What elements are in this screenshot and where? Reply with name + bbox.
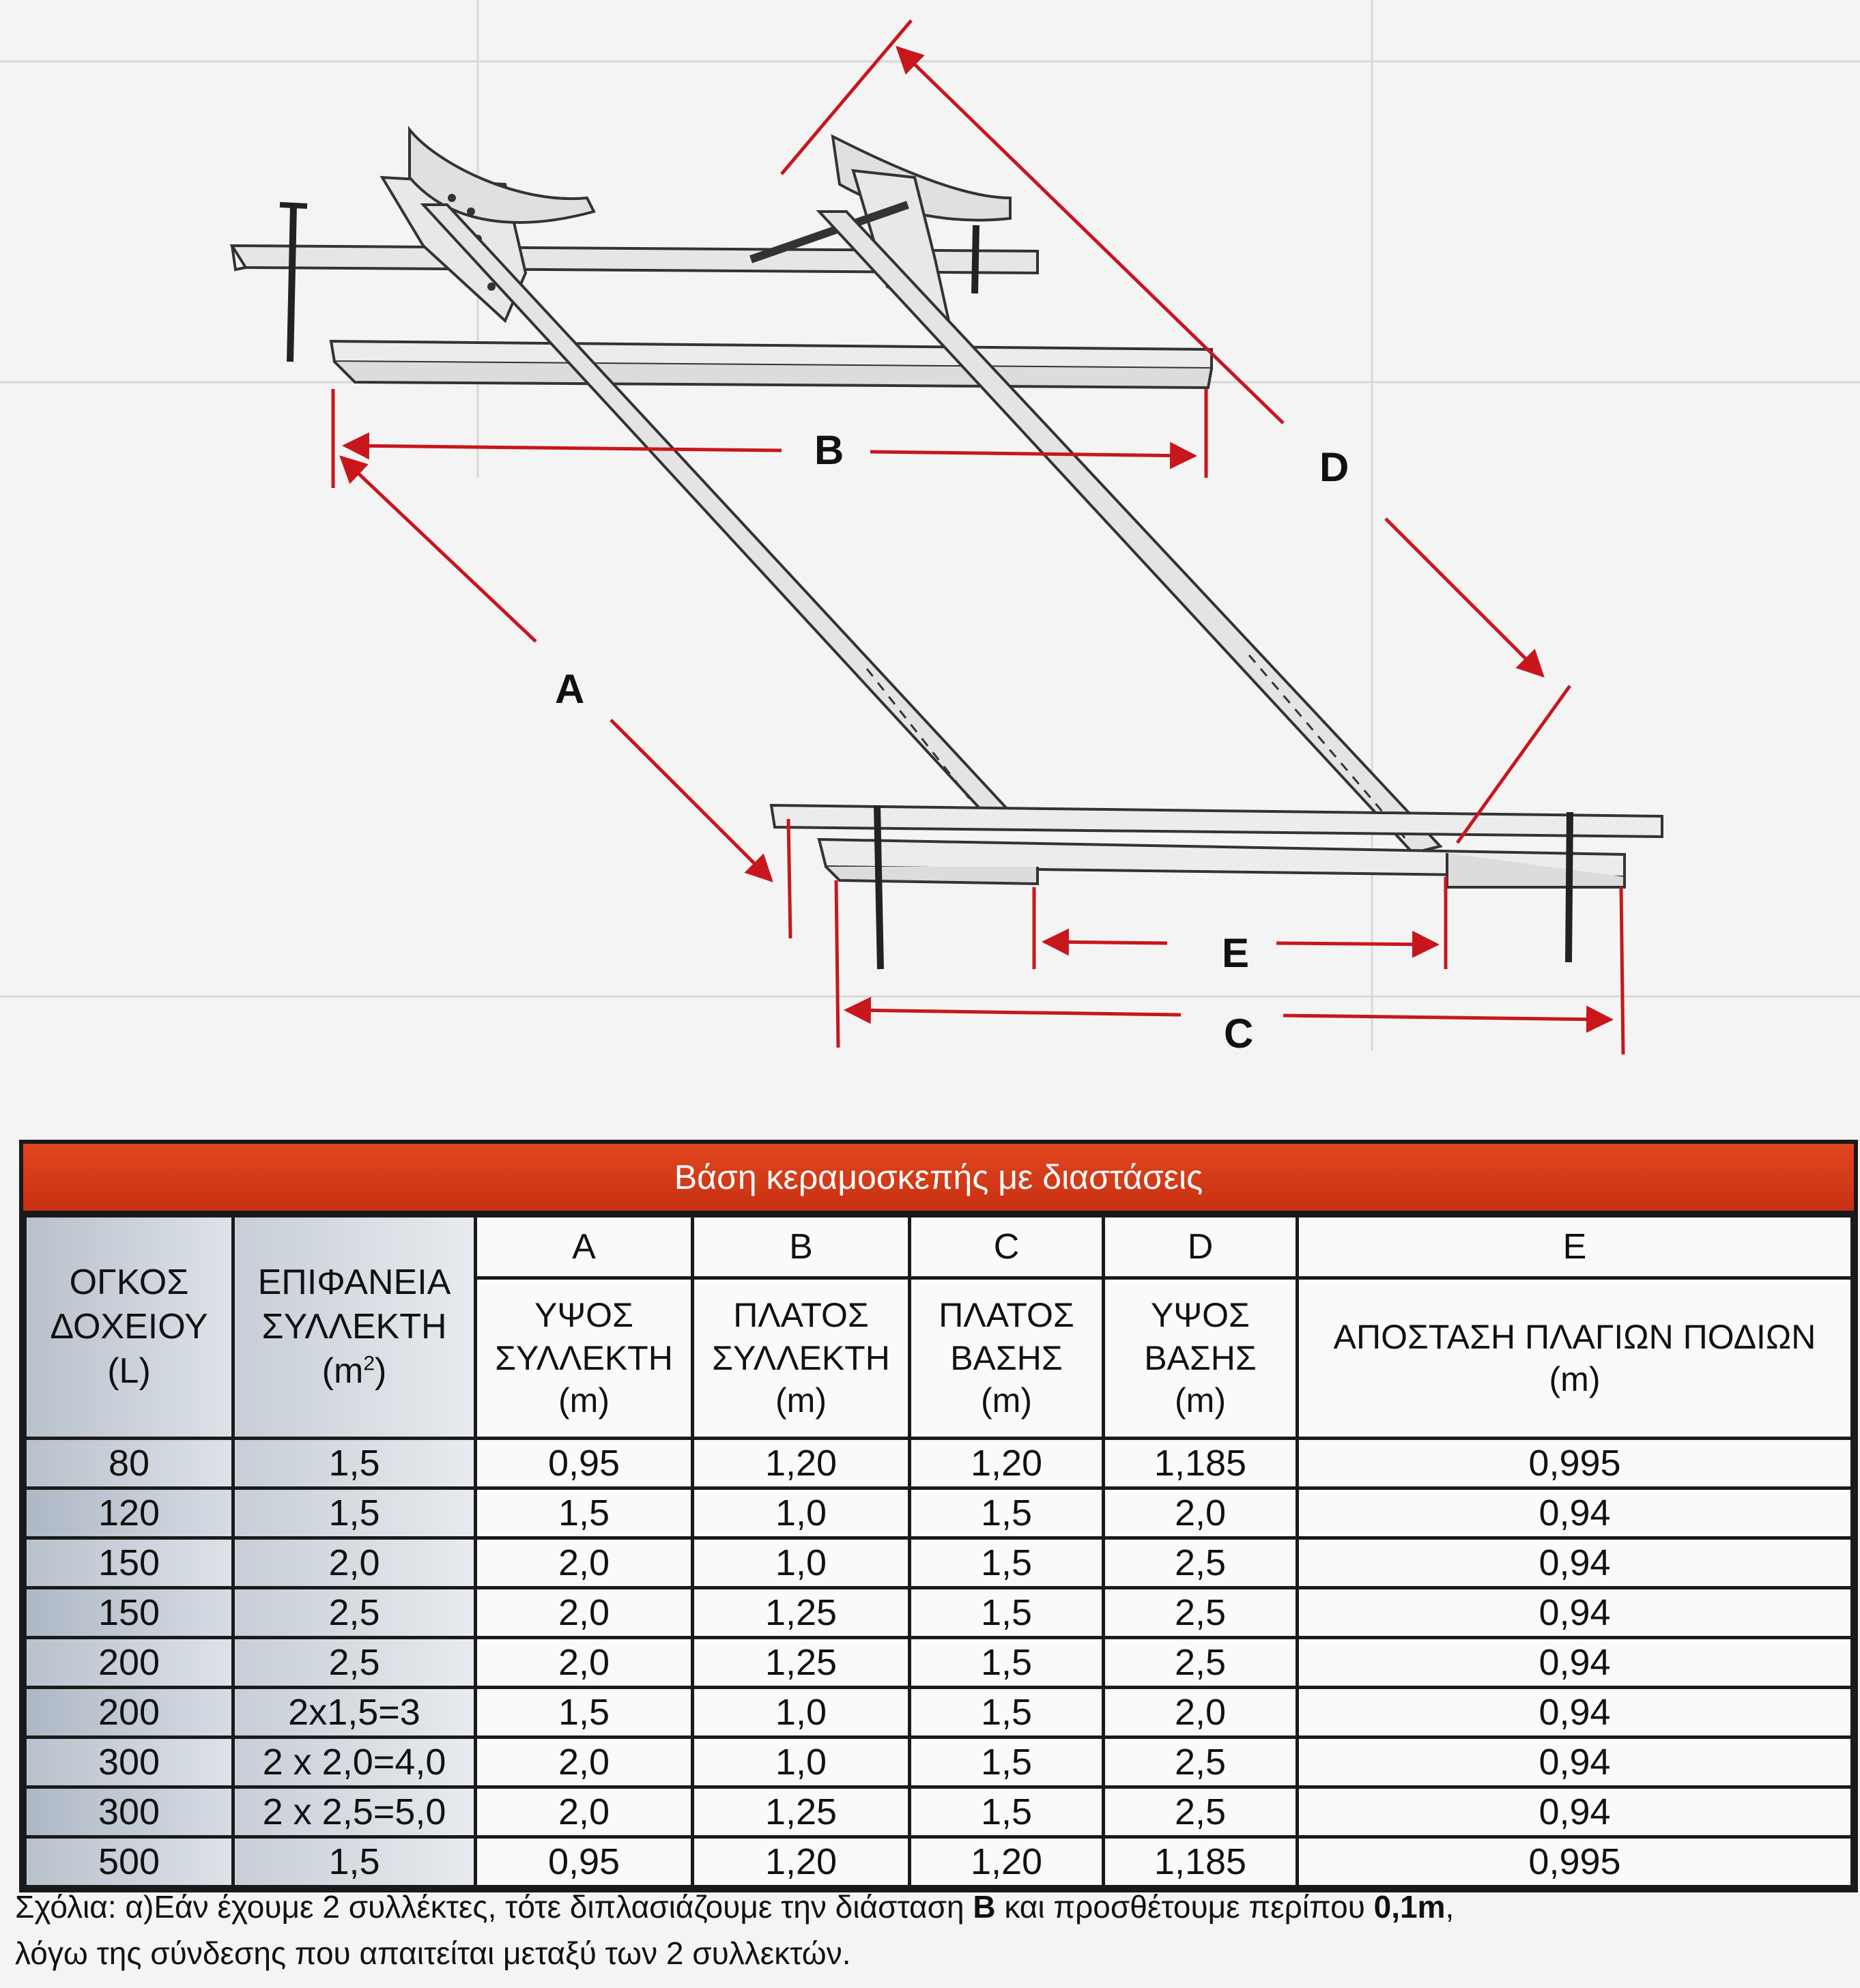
notes <box>15 1884 1844 1976</box>
table-cell: 2,5 <box>1104 1787 1298 1837</box>
column-letters-row <box>25 1216 1852 1278</box>
table-cell: 2,0 <box>1104 1688 1298 1738</box>
table-cell: 1,185 <box>1104 1837 1298 1887</box>
table-cell: 1,5 <box>476 1688 693 1738</box>
table-cell: 2,0 <box>476 1787 693 1837</box>
bottom-front-rail <box>819 839 1625 887</box>
dimension-label-d: D <box>1319 444 1349 490</box>
table-cell: 120 <box>25 1488 233 1538</box>
table-cell: 1,25 <box>693 1638 910 1688</box>
dimension-label-b: B <box>814 427 844 473</box>
header-letter-b: B <box>693 1216 910 1278</box>
table-cell: 1,20 <box>910 1837 1104 1887</box>
table-cell: 1,0 <box>693 1738 910 1787</box>
bottom-rear-rail <box>771 805 1662 837</box>
table-cell: 1,25 <box>693 1787 910 1837</box>
table-cell: 0,94 <box>1298 1787 1852 1837</box>
table-cell: 0,995 <box>1298 1439 1852 1488</box>
table-cell: 1,5 <box>233 1837 476 1887</box>
table-row <box>25 1688 1852 1738</box>
table-cell: 200 <box>25 1688 233 1738</box>
table-row <box>25 1488 1852 1538</box>
table-cell: 1,5 <box>910 1538 1104 1588</box>
table-row <box>25 1837 1852 1887</box>
header-letter-e: E <box>1298 1216 1852 1278</box>
table-cell: 80 <box>25 1439 233 1488</box>
table-cell: 2,5 <box>233 1588 476 1638</box>
table-row <box>25 1588 1852 1638</box>
table-cell: 300 <box>25 1787 233 1837</box>
table-cell: 1,20 <box>693 1439 910 1488</box>
table-cell: 1,20 <box>693 1837 910 1887</box>
header-volume: ΟΓΚΟΣ ΔΟΧΕΙΟΥ (L) <box>25 1216 233 1439</box>
table-cell: 2,5 <box>1104 1638 1298 1688</box>
table-cell: 500 <box>25 1837 233 1887</box>
dimensions-grid <box>23 1214 1854 1888</box>
table-cell: 1,20 <box>910 1439 1104 1488</box>
table-cell: 150 <box>25 1538 233 1588</box>
table-cell: 1,0 <box>693 1688 910 1738</box>
table-row <box>25 1787 1852 1837</box>
table-cell: 2,0 <box>1104 1488 1298 1538</box>
dimension-lines <box>333 20 1623 1054</box>
left-top-bracket <box>382 130 594 321</box>
note-line-2: λόγω της σύνδεσης που απαιτείται μεταξύ των 2 συλλεκτών. <box>15 1935 851 1971</box>
left-top-screw <box>280 205 307 362</box>
table-cell: 0,94 <box>1298 1688 1852 1738</box>
table-row <box>25 1738 1852 1787</box>
right-top-screw <box>975 225 976 293</box>
table-cell: 0,95 <box>476 1439 693 1488</box>
table-cell: 1,5 <box>476 1488 693 1538</box>
dimensions-table <box>19 1140 1858 1892</box>
table-title: Βάση κεραμοσκεπής με διαστάσεις <box>23 1144 1854 1214</box>
table-cell: 1,5 <box>910 1588 1104 1638</box>
table-cell: 0,995 <box>1298 1837 1852 1887</box>
table-cell: 2,5 <box>1104 1738 1298 1787</box>
table-cell: 2 x 2,5=5,0 <box>233 1787 476 1837</box>
table-cell: 1,5 <box>910 1638 1104 1688</box>
top-front-rail <box>331 341 1212 388</box>
table-cell: 0,95 <box>476 1837 693 1887</box>
header-d-label: ΥΨΟΣ ΒΑΣΗΣ (m) <box>1104 1278 1298 1439</box>
header-e-label: ΑΠΟΣΤΑΣΗ ΠΛΑΓΙΩΝ ΠΟΔΙΩΝ (m) <box>1298 1278 1852 1439</box>
table-cell: 1,185 <box>1104 1439 1298 1488</box>
table-cell: 2,0 <box>476 1538 693 1588</box>
table-body <box>25 1439 1852 1887</box>
table-cell: 2,0 <box>476 1738 693 1787</box>
table-cell: 1,25 <box>693 1588 910 1638</box>
table-cell: 200 <box>25 1638 233 1688</box>
dimension-label-a: A <box>555 666 585 712</box>
header-letter-c: C <box>910 1216 1104 1278</box>
table-cell: 2,5 <box>1104 1588 1298 1638</box>
table-cell: 2,0 <box>233 1538 476 1588</box>
table-cell: 1,5 <box>910 1488 1104 1538</box>
table-cell: 1,5 <box>233 1488 476 1538</box>
header-c-label: ΠΛΑΤΟΣ ΒΑΣΗΣ (m) <box>910 1278 1104 1439</box>
table-cell: 1,5 <box>910 1738 1104 1787</box>
table-cell: 0,94 <box>1298 1538 1852 1588</box>
table-cell: 2,5 <box>233 1638 476 1688</box>
table-cell: 0,94 <box>1298 1638 1852 1688</box>
header-b-label: ΠΛΑΤΟΣ ΣΥΛΛΕΚΤΗ (m) <box>693 1278 910 1439</box>
table-cell: 2x1,5=3 <box>233 1688 476 1738</box>
table-cell: 0,94 <box>1298 1738 1852 1787</box>
table-cell: 2,5 <box>1104 1538 1298 1588</box>
table-cell: 1,5 <box>910 1787 1104 1837</box>
table-cell: 1,0 <box>693 1538 910 1588</box>
table-cell: 2,0 <box>476 1588 693 1638</box>
table-cell: 2,0 <box>476 1638 693 1688</box>
dimension-label-e: E <box>1222 930 1250 976</box>
table-cell: 1,0 <box>693 1488 910 1538</box>
header-a-label: ΥΨΟΣ ΣΥΛΛΕΚΤΗ (m) <box>476 1278 693 1439</box>
note-line-1: Σχόλια: α)Εάν έχουμε 2 συλλέκτες, τότε διπλασιάζουμε την διάσταση B και προσθέτουμε περίπου 0,1m, <box>15 1889 1455 1925</box>
header-letter-d: D <box>1104 1216 1298 1278</box>
dimension-label-c: C <box>1224 1011 1254 1056</box>
table-cell: 1,5 <box>233 1439 476 1488</box>
header-surface: ΕΠΙΦΑΝΕΙΑ ΣΥΛΛΕΚΤΗ $(m^2)$ <box>233 1216 476 1439</box>
table-row <box>25 1439 1852 1488</box>
table-cell: 150 <box>25 1588 233 1638</box>
header-letter-a: A <box>476 1216 693 1278</box>
table-cell: 0,94 <box>1298 1488 1852 1538</box>
table-cell: 300 <box>25 1738 233 1787</box>
table-row <box>25 1538 1852 1588</box>
right-diagonal-leg <box>819 212 1440 853</box>
table-cell: 1,5 <box>910 1688 1104 1738</box>
table-cell: 0,94 <box>1298 1588 1852 1638</box>
table-row <box>25 1638 1852 1688</box>
table-cell: 2 x 2,0=4,0 <box>233 1738 476 1787</box>
